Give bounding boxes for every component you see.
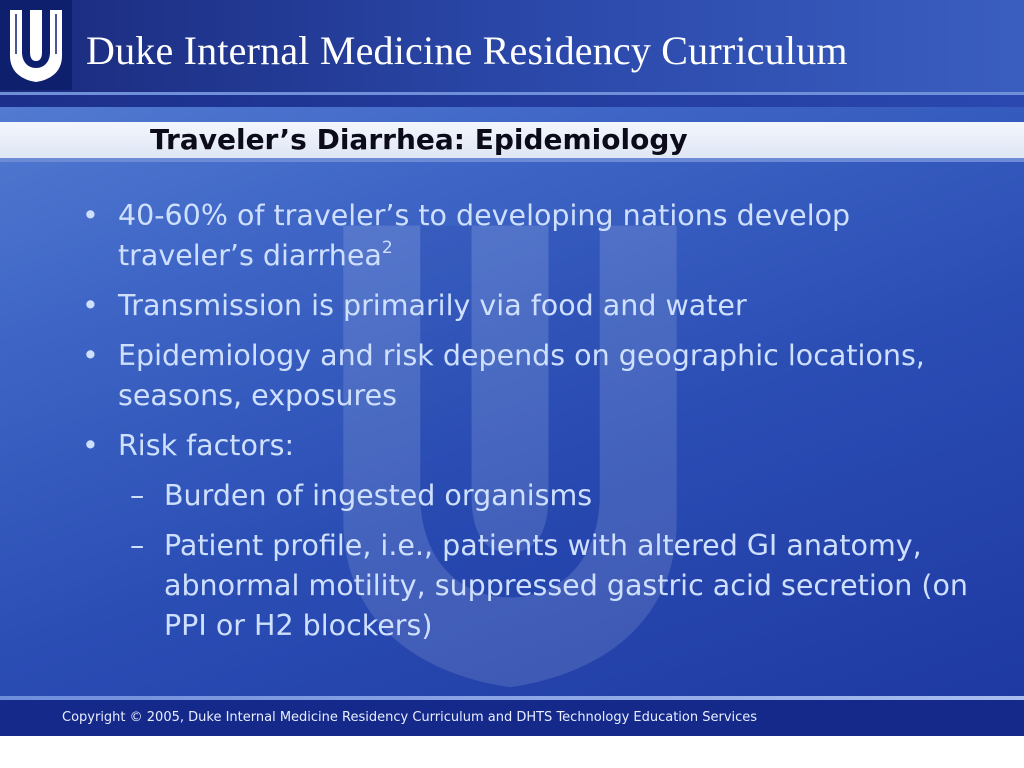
dash-marker: –: [130, 529, 145, 562]
sub-bullet-text: Patient profile, i.e., patients with altered GI anatomy, abnormal motility, suppressed gastric acid secretion (on PPI or H2 blockers): [164, 529, 968, 642]
dash-marker: –: [130, 479, 145, 512]
bullet-item: [82, 426, 982, 466]
footer-copyright: Copyright © 2005, Duke Internal Medicine Residency Curriculum and DHTS Technology Education Services: [62, 710, 758, 725]
bullet-marker: •: [82, 199, 99, 232]
title-bar-edge: [0, 158, 1024, 162]
bullet-text: 40-60% of traveler’s to developing nations develop traveler’s diarrhea$^2$: [118, 199, 851, 272]
header-title: Duke Internal Medicine Residency Curriculum: [86, 28, 848, 73]
slide-content: [82, 196, 982, 656]
bullet-item: [82, 286, 982, 326]
footnote-reference: 2: [381, 237, 393, 258]
sub-bullet-text: Burden of ingested organisms: [164, 479, 593, 512]
bullet-item: [82, 336, 982, 416]
header-stripe: [0, 95, 1024, 107]
duke-shield-logo-icon: [6, 6, 66, 84]
sub-bullet-item: [130, 476, 982, 516]
logo-container: [0, 0, 72, 90]
sub-bullet-item: [130, 526, 982, 646]
bullet-item: [82, 196, 982, 276]
slide-title: Traveler’s Diarrhea: Epidemiology: [150, 123, 688, 156]
bullet-text: Transmission is primarily via food and water: [118, 289, 747, 322]
bullet-marker: •: [82, 289, 99, 322]
bullet-text: Epidemiology and risk depends on geographic locations, seasons, exposures: [118, 339, 925, 412]
bullet-marker: •: [82, 339, 99, 372]
bullet-marker: •: [82, 429, 99, 462]
bullet-text: Risk factors:: [118, 429, 295, 462]
